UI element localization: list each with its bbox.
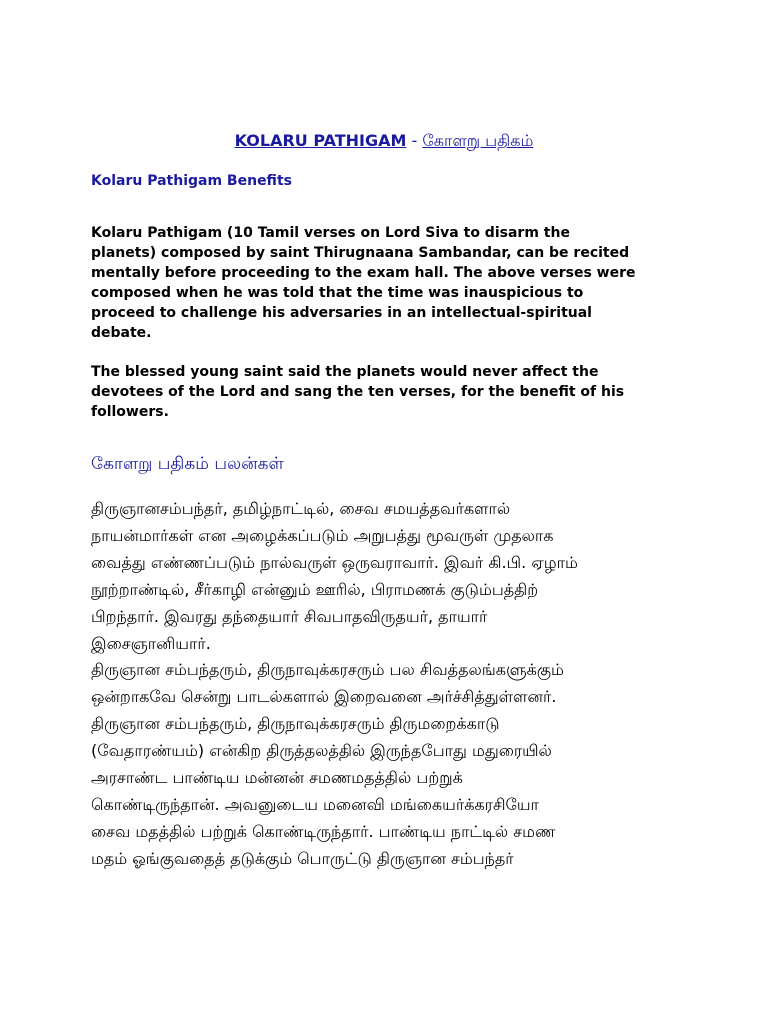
tamil-line: கொண்டிருந்தான். அவனுடைய மனைவி மங்கையர்க்கரசியோ — [91, 794, 539, 814]
paragraph-line: debate. — [91, 325, 152, 341]
tamil-line: ஒன்றாகவே சென்று பாடல்களால் இறைவனை அர்ச்சித்துள்ளனர். — [91, 687, 557, 707]
paragraph-line: The blessed young saint said the planets would never affect the — [91, 364, 599, 380]
tamil-heading: கோளறு பதிகம் பலன்கள் — [91, 454, 284, 474]
tamil-line: மதம் ஓங்குவதைத் தடுக்கும் பொருட்டு திருஞான சம்பந்தர் — [91, 848, 514, 868]
title-separator: - — [406, 131, 423, 150]
tamil-line: நாயன்மார்கள் என அழைக்கப்படும் அறுபத்து மூவருள் முதலாக — [91, 525, 554, 545]
tamil-line: இசைஞானியார். — [91, 633, 211, 653]
tamil-line: சைவ மதத்தில் பற்றுக் கொண்டிருந்தார். பாண்டிய நாட்டில் சமண — [91, 821, 556, 841]
tamil-body — [91, 496, 731, 873]
tamil-line: வைத்து எண்ணப்படும் நால்வருள் ஒருவராவார். இவர் கி.பி. ஏழாம் — [91, 552, 578, 572]
tamil-line: பிறந்தார். இவரது தந்தையார் சிவபாதவிருதயர், தாயார் — [91, 606, 488, 626]
paragraph-line: planets) composed by saint Thirugnaana Sambandar, can be recited — [91, 245, 630, 261]
paragraph-line: devotees of the Lord and sang the ten verses, for the benefit of his — [91, 384, 625, 400]
paragraph-line: mentally before proceeding to the exam hall. The above verses were — [91, 265, 636, 281]
benefits-subheading: Kolaru Pathigam Benefits — [91, 173, 292, 189]
page-title — [0, 131, 768, 152]
title-tamil: கோளறு பதிகம் — [422, 131, 534, 150]
paragraph-line: Kolaru Pathigam (10 Tamil verses on Lord Siva to disarm the — [91, 225, 570, 241]
tamil-line: அரசாண்ட பாண்டிய மன்னன் சமணமதத்தில் பற்றுக் — [91, 768, 463, 788]
tamil-line: (வேதாரண்யம்) என்கிற திருத்தலத்தில் இருந்தபோது மதுரையில் — [91, 741, 552, 761]
tamil-line: நூற்றாண்டில், சீர்காழி என்னும் ஊரில், பிராமணக் குடும்பத்திற் — [91, 579, 539, 599]
paragraph-line: followers. — [91, 404, 169, 420]
paragraph-line: proceed to challenge his adversaries in an intellectual-spiritual — [91, 305, 592, 321]
tamil-line: திருஞான சம்பந்தரும், திருநாவுக்கரசரும் பல சிவத்தலங்களுக்கும் — [91, 660, 564, 680]
paragraph-line: composed when he was told that the time was inauspicious to — [91, 285, 584, 301]
intro-paragraph — [91, 223, 691, 343]
title-english: KOLARU PATHIGAM — [234, 131, 407, 150]
saint-paragraph — [91, 362, 691, 422]
tamil-line: திருஞானசம்பந்தர், தமிழ்நாட்டில், சைவ சமயத்தவர்களால் — [91, 499, 511, 518]
tamil-line: திருஞான சம்பந்தரும், திருநாவுக்கரசரும் திருமறைக்காடு — [91, 714, 500, 734]
